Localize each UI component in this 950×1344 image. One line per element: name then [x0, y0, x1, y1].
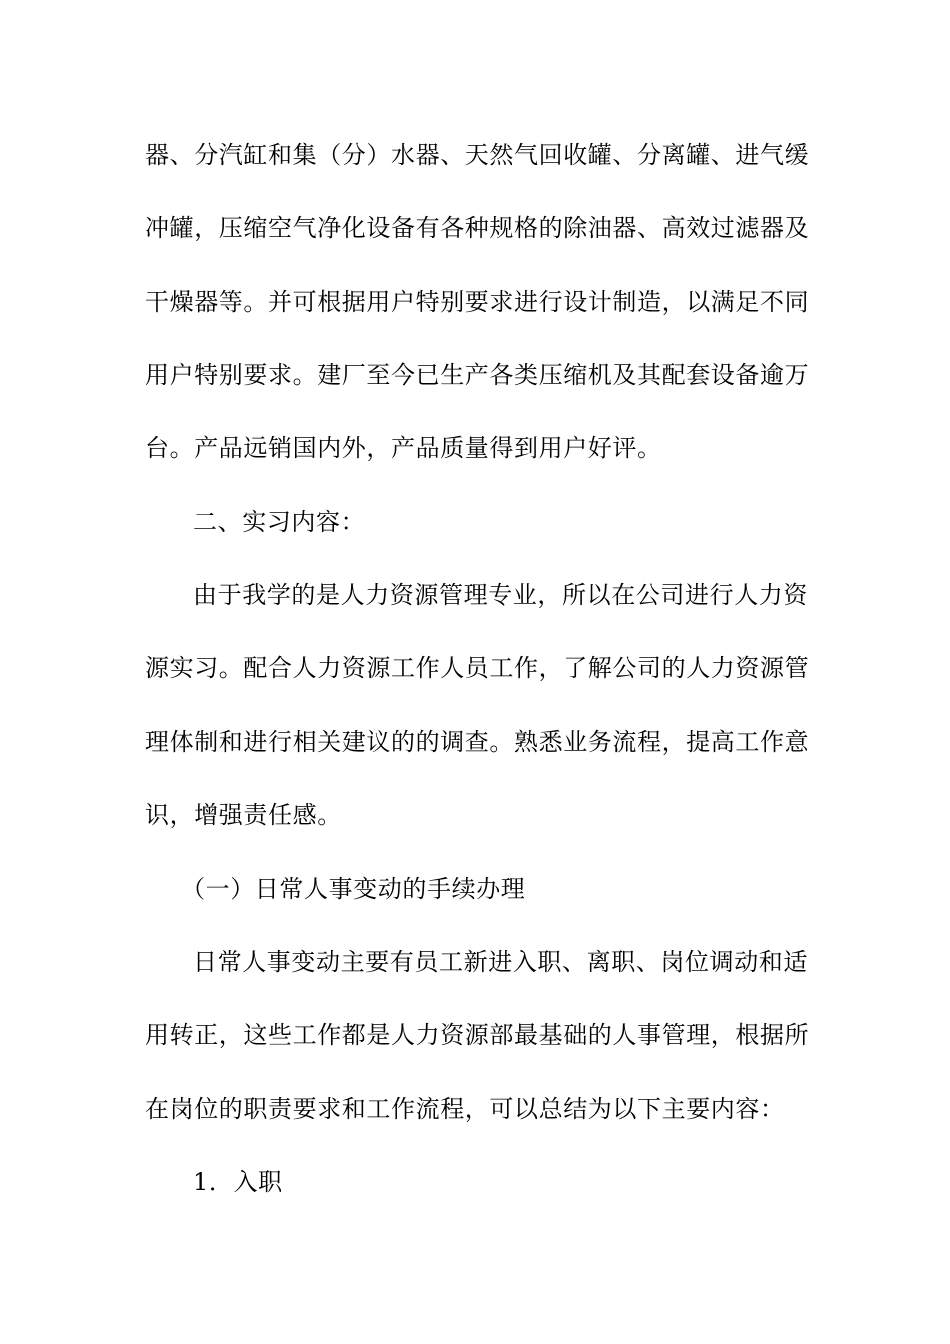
- paragraph-line: 用户特别要求。建厂至今已生产各类压缩机及其配套设备逾万: [145, 361, 810, 389]
- paragraph-line: 干燥器等。并可根据用户特别要求进行设计制造，以满足不同: [145, 288, 810, 316]
- paragraph-line: 理体制和进行相关建议的的调查。熟悉业务流程，提高工作意: [145, 728, 810, 756]
- paragraph-line: 台。产品远销国内外，产品质量得到用户好评。: [145, 434, 662, 462]
- paragraph-line: 源实习。配合人力资源工作人员工作，了解公司的人力资源管: [145, 654, 810, 682]
- paragraph-line: 用转正，这些工作都是人力资源部最基础的人事管理，根据所: [145, 1021, 810, 1049]
- paragraph-line: 冲罐，压缩空气净化设备有各种规格的除油器、高效过滤器及: [145, 214, 810, 242]
- paragraph-line: 在岗位的职责要求和工作流程，可以总结为以下主要内容：: [145, 1095, 785, 1123]
- paragraph-line: 器、分汽缸和集（分）水器、天然气回收罐、分离罐、进气缓: [145, 141, 810, 169]
- section-heading: 二、实习内容：: [193, 508, 366, 536]
- paragraph-line: 由于我学的是人力资源管理专业，所以在公司进行人力资: [193, 581, 808, 609]
- paragraph-line: 日常人事变动主要有员工新进入职、离职、岗位调动和适: [193, 948, 808, 976]
- item-heading: 1．入职: [193, 1168, 283, 1196]
- subsection-heading: （一）日常人事变动的手续办理: [181, 875, 526, 903]
- paragraph-line: 识，增强责任感。: [145, 801, 342, 829]
